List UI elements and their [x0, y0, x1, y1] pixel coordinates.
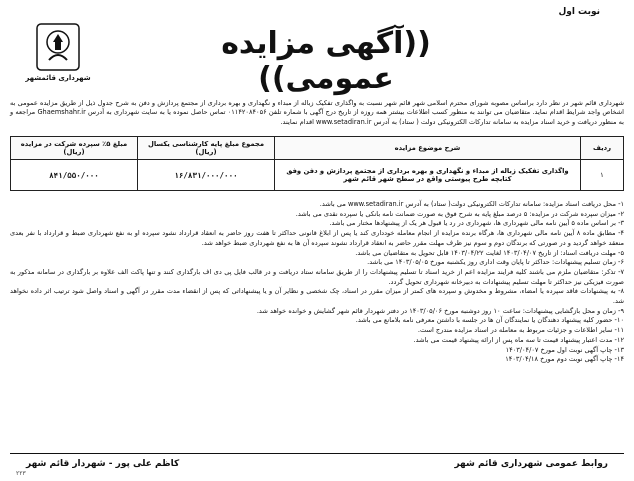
- condition-item: ۱- محل دریافت اسناد مزایده: سامانه تدارکات الکترونیکی دولت( ستاد) به آدرس www.setadiran.ir می باشد.: [319, 200, 624, 208]
- mayor-signature: کاظم علی پور - شهردار قائم شهر: [26, 459, 180, 469]
- col-description-header: شرح موضوع مزایده: [275, 137, 581, 160]
- row-description: واگذاری تفکیک زباله از مبداء و نگهداری و بهره برداری از مجتمع پردازش و دفن وفق کتابچه طرح پیوستی واقع در سطح شهر قائم شهر: [275, 160, 581, 191]
- table-row: [11, 160, 624, 191]
- condition-item: ۳- بر اساس ماده ۵ آیین نامه مالی شهرداری ها، شهرداری در رد یا قبول هر یک از پیشنهادها مختار می باشد.: [329, 219, 624, 228]
- row-index: ۱: [581, 160, 624, 191]
- col-base-amount-header: مجموع مبلغ پایه کارشناسی یکسال (ریال): [138, 137, 275, 160]
- condition-item: ۶- زمان تسلیم پیشنهادات: حداکثر تا پایان وقت اداری روز یکشنبه مورخ ۱۴۰۳/۰۵/۰۵ می باشد.: [367, 258, 624, 267]
- condition-item: ۵- مهلت دریافت اسناد: از تاریخ ۱۴۰۳/۰۴/۰۷ لغایت ۱۴۰۳/۰۴/۲۲ قابل تحویل به متقاضیان می باشد.: [355, 248, 624, 257]
- notice-title: ((آگهی مزایده عمومی)): [221, 26, 431, 96]
- conditions-list: [10, 200, 624, 365]
- col-index-header: ردیف: [581, 137, 624, 160]
- footer-divider: [10, 453, 624, 454]
- municipality-emblem-icon: [35, 22, 81, 72]
- condition-item: ۱۲- مدت اعتبار پیشنهاد قیمت تا سه ماه پس از ارائه پیشنهاد قیمت می باشد.: [413, 335, 624, 344]
- public-relations-signature: روابط عمومی شهرداری قائم شهر: [454, 459, 608, 469]
- col-deposit-header: مبلغ ۵٪ سپرده شرکت در مزایده (ریال): [11, 137, 138, 160]
- row-deposit-amount: ۸۴۱/۵۵۰/۰۰۰: [11, 160, 138, 191]
- issue-label: نوبت اول: [558, 7, 600, 17]
- auction-table: [10, 136, 624, 191]
- logo-caption: شهرداری قائمشهر: [25, 74, 91, 82]
- condition-item: ۱۱- سایر اطلاعات و جزئیات مربوط به معامله در اسناد مزایده مندرج است.: [417, 326, 624, 335]
- municipality-logo: [22, 22, 94, 82]
- condition-item: ۷- تذکر: متقاضیان ملزم می باشند کلیه فرایند مزایده اعم از خرید اسناد تا تسلیم پیشنهادات را از طریق سامانه ستاد دریافت و در قالب فایل پی دی اف بارگذاری کنند و تنها پاکت الف علاوه بر بارگذاری در سامانه مذکور به صورت فیزیکی نیز حداکثر تا مهلت تسلیم پیشنهادات به دبیرخانه شهرداری تحویل گردد.: [10, 267, 624, 286]
- condition-item: ۹- زمان و محل بازگشایی پیشنهادات: ساعت ۱۰ روز دوشنبه مورخ ۱۴۰۳/۰۵/۰۶ در دفتر شهردار قائم شهر گشایش و خوانده خواهد شد.: [256, 306, 624, 315]
- table-header-row: [11, 137, 624, 160]
- intro-paragraph: شهرداری قائم شهر در نظر دارد براساس مصوبه شورای محترم اسلامی شهر قائم شهر نسبت به واگذاری تفکیک زباله از مبداء و نگهداری و بهره برداری از مجتمع پردازش و دفن به شرح جدول ذیل از طریق مزایده عمومی به اشخاص واجد شرایط اقدام نماید. متقاضیان می توانند به منظور کسب اطلاعات بیشتر همه روزه از تاریخ درج آگهی با شماره تلفن ۰۱۱۴۲۰۸۴۰۵۶ تماس حاصل نموده یا به سایت شهرداری به آدرس Ghaemshahr.ir مراجعه و به منظور دریافت و خرید اسناد مزایده به سامانه تدارکات الکترونیکی دولت ( ستاد) به آدرس www.setadiran.ir اقدام نمایند.: [10, 98, 624, 126]
- page-number: ۲۲۳: [16, 470, 26, 477]
- condition-item: ۱۳- چاپ آگهی نوبت اول مورخ ۱۴۰۳/۰۴/۰۷: [505, 345, 624, 354]
- condition-item: ۸- به پیشنهادات فاقد سپرده یا امضاء، مشروط و مخدوش و سپرده های کمتر از میزان مقرر در اسناد، چک شخصی و نظایر آن و یا پیشنهاداتی که پس از انقضاء مدت مقرر در آگهی و اسناد واصل شود ترتیب اثر داده نخواهد شد.: [10, 287, 624, 306]
- condition-item: ۴- مطابق ماده ۸ آیین نامه مالی شهرداری ها، هرگاه برنده مزایده از انجام معامله خودداری کند یا پس از ابلاغ قانونی حداکثر تا هفت روز حاضر به انعقاد قرارداد نشود سپرده او به نفع شهرداری ضبط و قرارداد با نفر بعدی منعقد خواهد گردید و در صورتی که برندگان دوم و سوم نیز ظرف مهلت مقرر حاضر به انعقاد قرارداد نشوند سپرده آن ها به نفع شهرداری ضبط خواهد شد.: [10, 229, 624, 247]
- condition-item: ۲- میزان سپرده شرکت در مزایده: ۵ درصد مبلغ پایه به شرح فوق به صورت ضمانت نامه بانکی یا سپرده نقدی می باشد.: [295, 209, 624, 218]
- condition-item: ۱۰- حضور کلیه پیشنهاد دهندگان یا نمایندگان آن ها در جلسه با داشتن معرفی نامه بلامانع می باشد.: [355, 316, 624, 325]
- condition-item: ۱۴- چاپ آگهی نوبت دوم مورخ ۱۴۰۳/۰۴/۱۸: [505, 355, 624, 364]
- row-base-amount: ۱۶/۸۳۱/۰۰۰/۰۰۰: [138, 160, 275, 191]
- notice-page: [6, 4, 628, 477]
